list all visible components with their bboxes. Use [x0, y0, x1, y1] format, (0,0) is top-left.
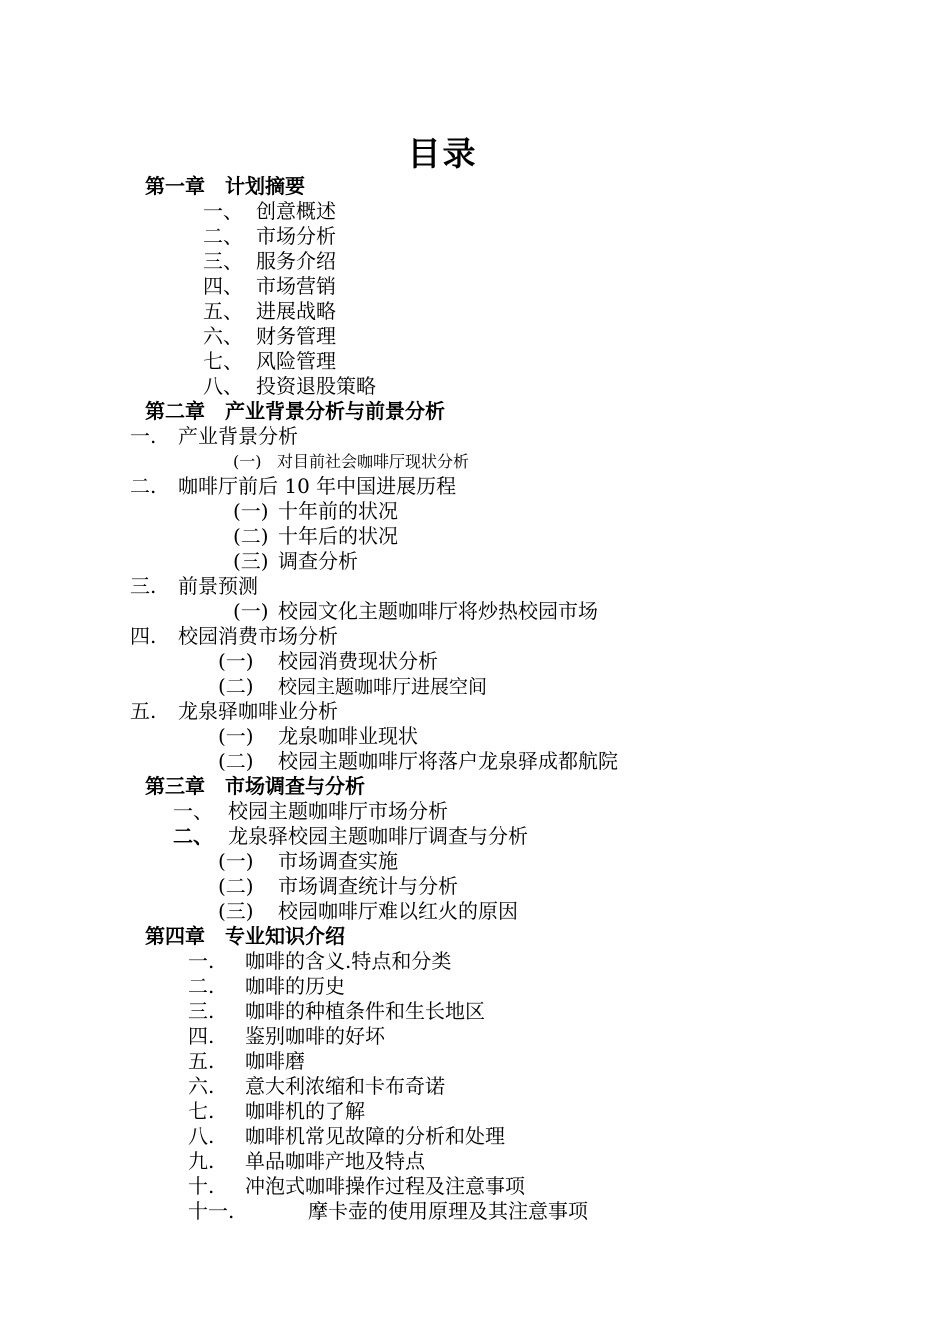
toc-subsection: [233, 449, 469, 474]
subsection-text: 校园主题咖啡厅进展空间: [278, 676, 488, 698]
section-text: 前景预测: [178, 574, 258, 598]
item-text: 市场分析: [256, 224, 336, 248]
toc-section: [130, 474, 456, 499]
toc-subsection: [218, 899, 518, 924]
item-number: 一、: [203, 199, 243, 223]
item-text: 咖啡机常见故障的分析和处理: [245, 1124, 505, 1148]
toc-item: [203, 349, 336, 374]
section-number: 一.: [130, 424, 157, 448]
item-number: 八.: [188, 1124, 215, 1148]
subsection-number: (一): [218, 649, 254, 673]
toc-subsection: [218, 649, 438, 674]
toc-item: [188, 1024, 385, 1049]
subsection-number: (一): [233, 599, 269, 623]
toc-subsection: [233, 499, 398, 524]
toc-item: [188, 1174, 525, 1199]
subsection-text: 十年后的状况: [278, 524, 398, 548]
item-text: 进展战略: [256, 299, 336, 323]
subsection-text: 校园文化主题咖啡厅将炒热校园市场: [278, 599, 598, 623]
toc-section: [130, 424, 298, 449]
section-text: 校园主题咖啡厅市场分析: [228, 799, 448, 823]
item-number: 四、: [203, 274, 243, 298]
item-number: 五.: [188, 1049, 215, 1073]
toc-item: [188, 1199, 588, 1224]
subsection-text: 市场调查实施: [278, 849, 398, 873]
subsection-number: (二): [218, 674, 254, 698]
toc-item: [188, 974, 345, 999]
section-number: 五.: [130, 699, 157, 723]
toc-subsection: [233, 599, 598, 624]
chapter-heading: 第一章 计划摘要: [145, 174, 305, 198]
item-number: 二.: [188, 974, 215, 998]
item-text: 摩卡壶的使用原理及其注意事项: [308, 1199, 588, 1223]
section-text: 校园消费市场分析: [178, 624, 338, 648]
subsection-number: (一): [233, 499, 269, 523]
toc-subsection: [218, 674, 487, 699]
item-text: 咖啡的历史: [245, 974, 345, 998]
item-text: 市场营销: [256, 274, 336, 298]
subsection-number: (一): [218, 724, 254, 748]
subsection-number: (二): [218, 874, 254, 898]
subsection-text: 校园消费现状分析: [278, 649, 438, 673]
toc-subsection: [218, 874, 458, 899]
item-number: 三.: [188, 999, 215, 1023]
section-number: 一、: [173, 799, 213, 823]
item-text: 冲泡式咖啡操作过程及注意事项: [245, 1174, 525, 1198]
item-text: 咖啡机的了解: [245, 1099, 365, 1123]
toc-subsection: [233, 524, 398, 549]
item-number: 十.: [188, 1174, 215, 1198]
section-number: 四.: [130, 624, 157, 648]
section-text: 龙泉驿咖啡业分析: [178, 699, 338, 723]
section-text: 产业背景分析: [178, 424, 298, 448]
item-number: 三、: [203, 249, 243, 273]
toc-item: [188, 1149, 425, 1174]
toc-item: [203, 374, 376, 399]
item-number: 五、: [203, 299, 243, 323]
section-number: 二、: [173, 824, 213, 848]
toc-item: [188, 1049, 305, 1074]
toc-item: [188, 949, 451, 974]
item-text: 财务管理: [256, 324, 336, 348]
item-text: 创意概述: [256, 199, 336, 223]
subsection-text-tail: 分析: [437, 452, 470, 471]
item-number: 七、: [203, 349, 243, 373]
section-text: 咖啡厅前后 10 年中国进展历程: [178, 474, 457, 498]
toc-section: [130, 574, 258, 599]
toc-subsection: [218, 849, 398, 874]
toc-subsection: [218, 749, 618, 774]
subsection-number: (一): [218, 849, 254, 873]
item-text: 咖啡的含义.特点和分类: [245, 949, 452, 973]
subsection-text: 十年前的状况: [278, 499, 398, 523]
toc-item: [203, 299, 336, 324]
toc-section: [130, 699, 338, 724]
subsection-text: 龙泉咖啡业现状: [278, 724, 418, 748]
toc-item: [188, 1124, 505, 1149]
section-number: 二.: [130, 474, 157, 498]
item-number: 十一.: [188, 1199, 235, 1223]
subsection-text: 校园主题咖啡厅将落户龙泉驿成都航院: [278, 749, 618, 773]
subsection-number: (一): [233, 452, 262, 471]
subsection-number: (二): [218, 749, 254, 773]
chapter-heading: 第三章 市场调查与分析: [145, 774, 365, 798]
toc-item: [203, 199, 336, 224]
item-number: 四.: [188, 1024, 215, 1048]
item-number: 八、: [203, 374, 243, 398]
item-text: 咖啡的种植条件和生长地区: [245, 999, 485, 1023]
toc-subsection: [233, 549, 358, 574]
chapter-heading: 第四章 专业知识介绍: [145, 924, 345, 948]
subsection-text: 市场调查统计与分析: [278, 874, 458, 898]
toc-item: [203, 224, 336, 249]
toc-section: [173, 824, 528, 849]
subsection-text: 校园咖啡厅难以红火的原因: [278, 899, 518, 923]
item-text: 鉴别咖啡的好坏: [245, 1024, 385, 1048]
section-text: 龙泉驿校园主题咖啡厅调查与分析: [228, 824, 528, 848]
item-text: 投资退股策略: [256, 374, 376, 398]
toc-item: [188, 1099, 365, 1124]
toc-subsection: [218, 724, 418, 749]
section-number: 三.: [130, 574, 157, 598]
chapter-heading: 第二章 产业背景分析与前景分析: [145, 399, 445, 423]
subsection-text: 对目前社会咖啡厅现状: [277, 452, 438, 471]
item-number: 九.: [188, 1149, 215, 1173]
item-text: 单品咖啡产地及特点: [245, 1149, 425, 1173]
toc-section: [173, 799, 448, 824]
item-number: 六.: [188, 1074, 215, 1098]
page-title: 目录: [407, 134, 478, 173]
item-text: 服务介绍: [256, 249, 336, 273]
item-number: 六、: [203, 324, 243, 348]
item-text: 咖啡磨: [245, 1049, 305, 1073]
toc-item: [188, 999, 485, 1024]
toc-item: [203, 324, 336, 349]
item-number: 二、: [203, 224, 243, 248]
item-number: 七.: [188, 1099, 215, 1123]
subsection-number: (三): [218, 899, 254, 923]
subsection-text: 调查分析: [278, 549, 358, 573]
subsection-number: (二): [233, 524, 269, 548]
toc-item: [203, 274, 336, 299]
subsection-number: (三): [233, 549, 269, 573]
item-text: 意大利浓缩和卡布奇诺: [245, 1074, 445, 1098]
toc-section: [130, 624, 338, 649]
toc-item: [203, 249, 336, 274]
item-text: 风险管理: [256, 349, 336, 373]
item-number: 一.: [188, 949, 215, 973]
toc-item: [188, 1074, 445, 1099]
